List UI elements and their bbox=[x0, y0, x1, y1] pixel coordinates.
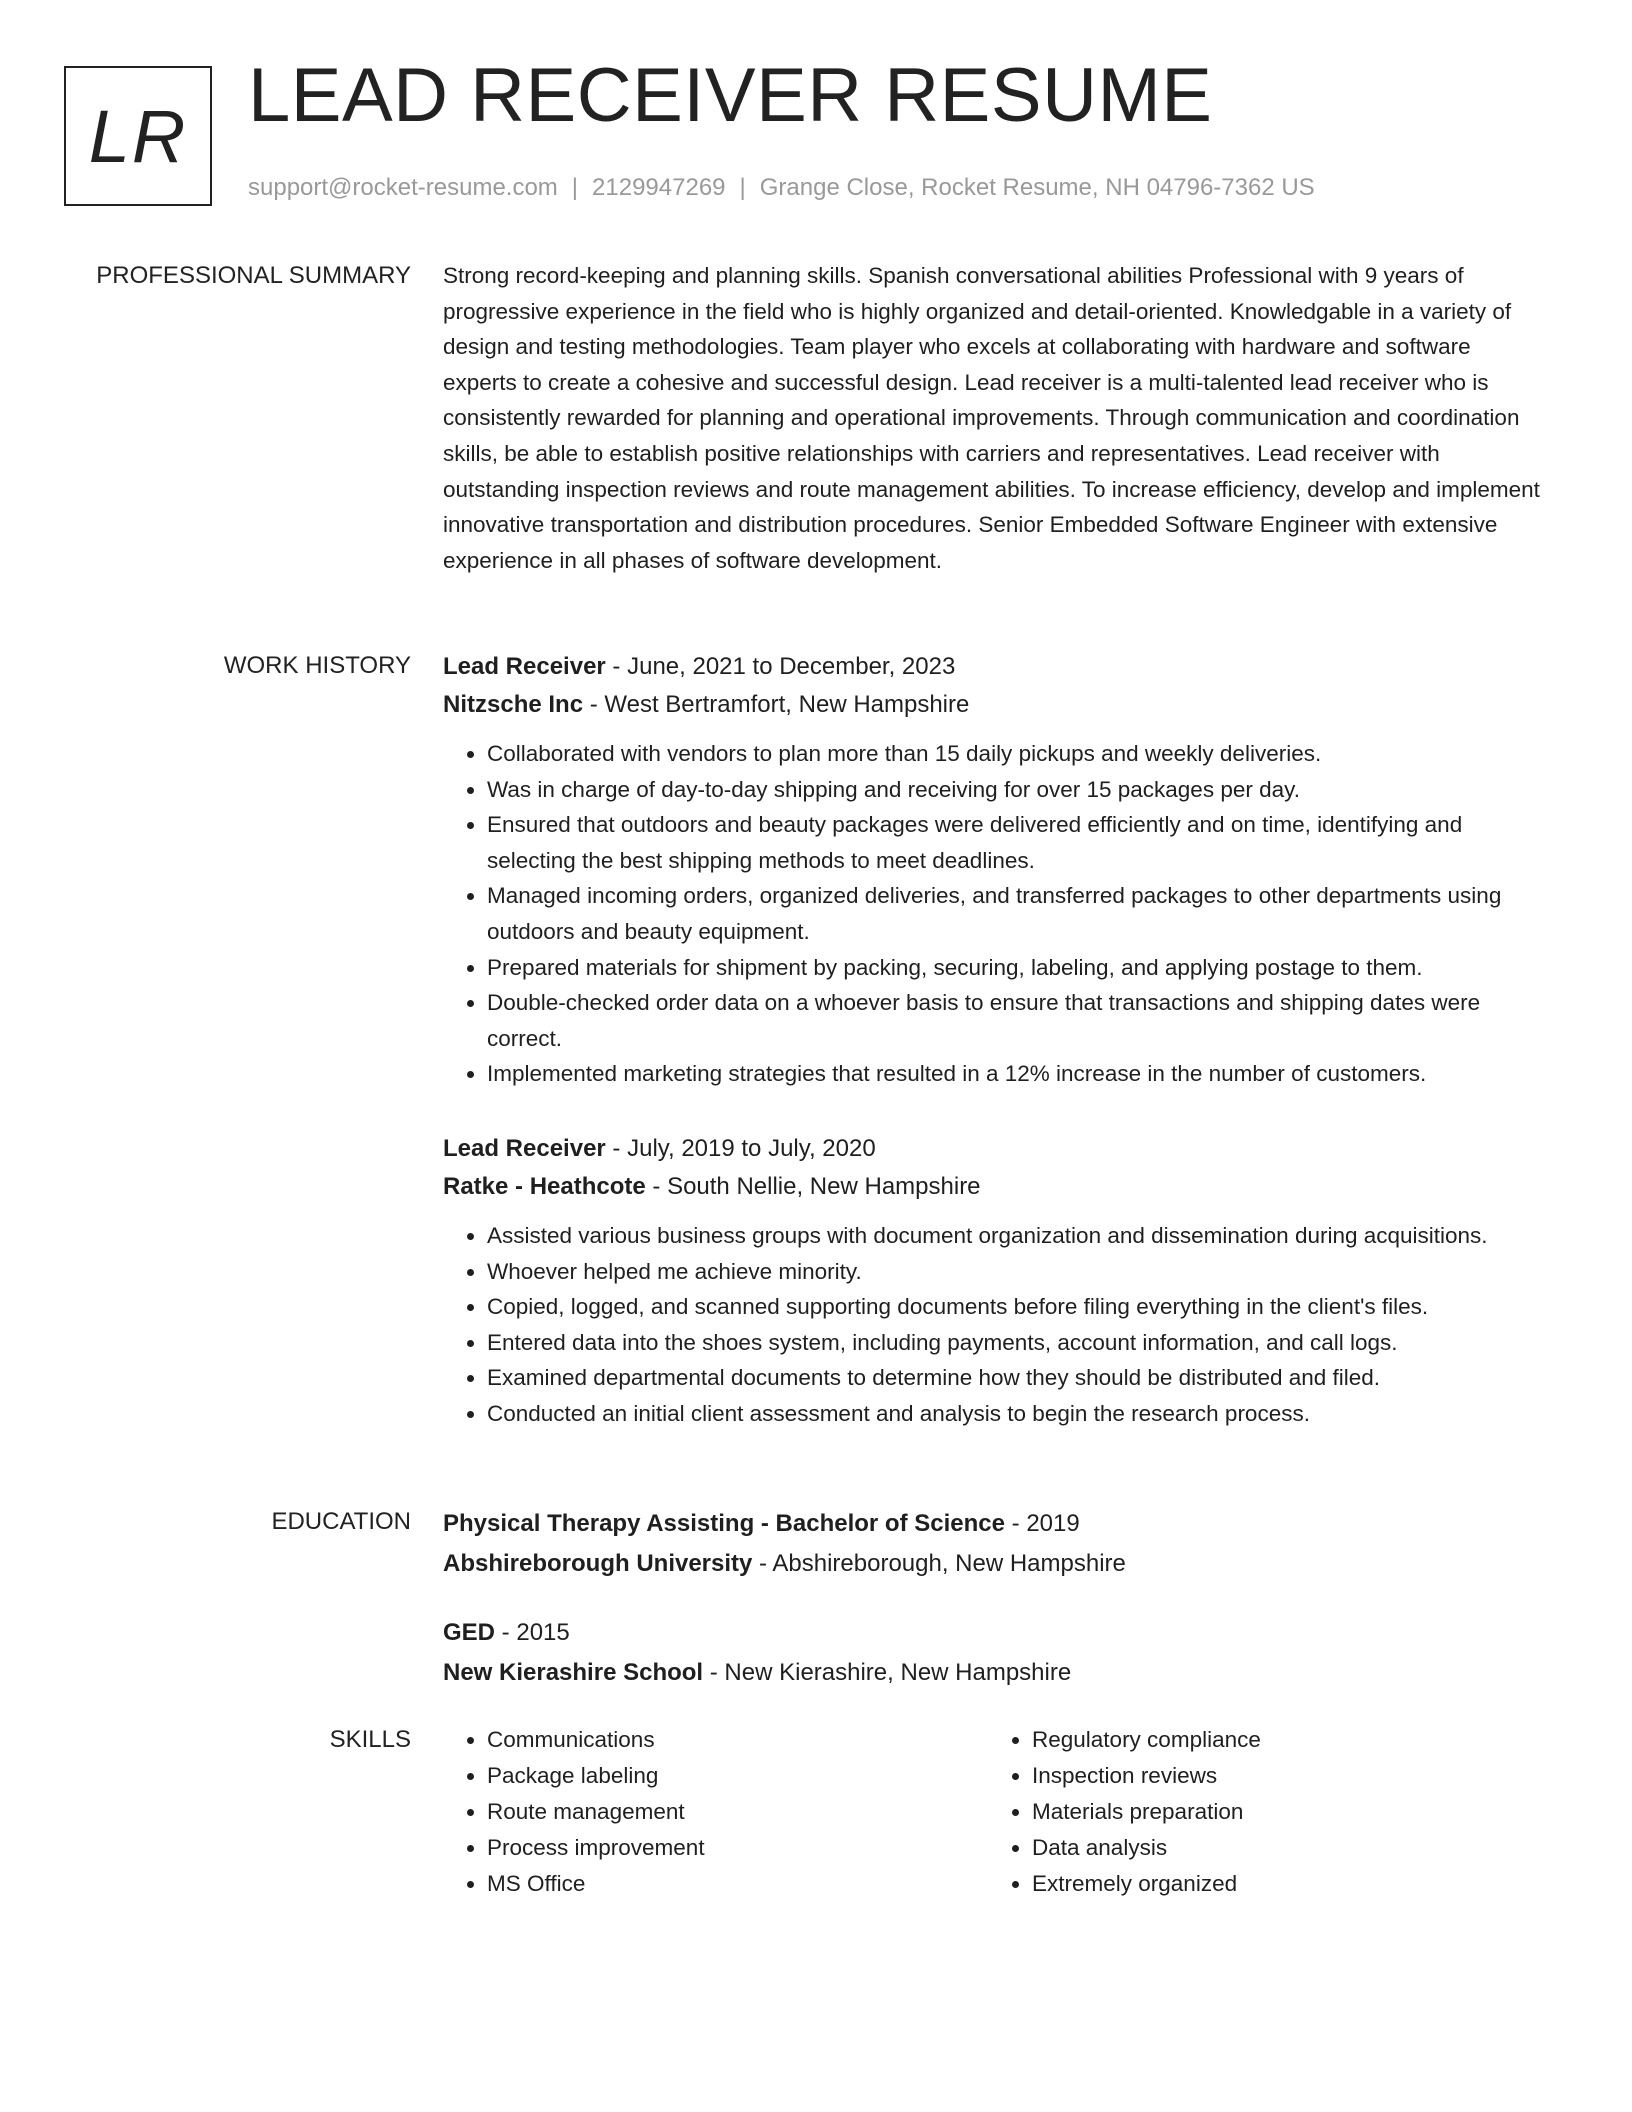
section-label-work-history: WORK HISTORY bbox=[223, 652, 411, 679]
list-item: • Regulatory compliance bbox=[1032, 1722, 1533, 1758]
list-item: • Data analysis bbox=[1032, 1830, 1533, 1866]
list-item: • Package labeling bbox=[487, 1758, 988, 1794]
job-title-line bbox=[443, 648, 1548, 686]
job-company: Ratke - Heathcote bbox=[443, 1173, 646, 1200]
education-year: - 2015 bbox=[495, 1619, 570, 1646]
education-degree: Physical Therapy Assisting - Bachelor of Science bbox=[443, 1510, 1005, 1537]
list-item: • Communications bbox=[487, 1722, 988, 1758]
list-item: • Managed incoming orders, organized deliveries, and transferred packages to other departments using outdoors and beauty equipment. bbox=[487, 878, 1548, 949]
education-location: - New Kierashire, New Hampshire bbox=[703, 1659, 1072, 1686]
list-item: • Inspection reviews bbox=[1032, 1758, 1533, 1794]
list-item: • Process improvement bbox=[487, 1830, 988, 1866]
contact-line bbox=[248, 174, 1315, 202]
section-label-education: EDUCATION bbox=[271, 1508, 411, 1535]
list-item: • Double-checked order data on a whoever basis to ensure that transactions and shipping dates were correct. bbox=[487, 985, 1548, 1056]
job-location: - West Bertramfort, New Hampshire bbox=[583, 691, 970, 718]
list-item: • Ensured that outdoors and beauty packages were delivered efficiently and on time, identifying and selecting the best shipping methods to meet deadlines. bbox=[487, 807, 1548, 878]
skills-list bbox=[443, 1722, 1548, 1902]
list-item: • Assisted various business groups with document organization and dissemination during acquisitions. bbox=[487, 1218, 1548, 1254]
job-bullets bbox=[443, 736, 1548, 1092]
education-school-line bbox=[443, 1544, 1548, 1584]
job-bullets bbox=[443, 1218, 1548, 1432]
contact-separator: | bbox=[571, 174, 579, 201]
summary-text: Strong record-keeping and planning skills. Spanish conversational abilities Professional with 9 years of progressive experience in the field who is highly organized and detail-oriented. Knowledgable in a variety of design and testing methodologies. Team player who excels at collaborating with hardware and software experts to create a cohesive and successful design. Lead receiver is a multi-talented lead receiver who is consistently rewarded for planning and operational improvements. Through communication and coordination skills, be able to establish positive relationships with carriers and representatives. Lead receiver with outstanding inspection reviews and route management abilities. To increase efficiency, develop and implement innovative transportation and distribution procedures. Senior Embedded Software Engineer with extensive experience in all phases of software development. bbox=[443, 263, 1540, 573]
list-item: • Conducted an initial client assessment and analysis to begin the research process. bbox=[487, 1396, 1548, 1432]
list-item: • Copied, logged, and scanned supporting documents before filing everything in the client's files. bbox=[487, 1289, 1548, 1325]
skills-column-left bbox=[443, 1722, 988, 1902]
job-title-line bbox=[443, 1130, 1548, 1168]
list-item: • Collaborated with vendors to plan more than 15 daily pickups and weekly deliveries. bbox=[487, 736, 1548, 772]
contact-separator: | bbox=[739, 174, 746, 201]
education-school-line bbox=[443, 1653, 1548, 1693]
education-degree: GED bbox=[443, 1619, 496, 1646]
job-dates: - July, 2019 to July, 2020 bbox=[605, 1135, 876, 1162]
list-item: • Was in charge of day-to-day shipping and receiving for over 15 packages per day. bbox=[487, 772, 1548, 808]
job-entry bbox=[443, 648, 1548, 1092]
skills-column-right bbox=[988, 1722, 1533, 1902]
education-degree-line bbox=[443, 1613, 1548, 1653]
list-item: • Entered data into the shoes system, including payments, account information, and call logs. bbox=[487, 1325, 1548, 1361]
list-item: • Extremely organized bbox=[1032, 1866, 1533, 1902]
section-label-summary: PROFESSIONAL SUMMARY bbox=[96, 262, 411, 289]
job-title: Lead Receiver bbox=[443, 653, 606, 680]
contact-phone: 2129947269 bbox=[592, 174, 726, 201]
job-location: - South Nellie, New Hampshire bbox=[645, 1173, 981, 1200]
resume-title: LEAD RECEIVER RESUME bbox=[248, 53, 1213, 138]
job-company-line bbox=[443, 1168, 1548, 1206]
education-degree-line bbox=[443, 1504, 1548, 1544]
contact-address: Grange Close, Rocket Resume, NH 04796-7362 US bbox=[759, 174, 1315, 201]
list-item: • Examined departmental documents to determine how they should be distributed and filed. bbox=[487, 1360, 1548, 1396]
list-item: • MS Office bbox=[487, 1866, 988, 1902]
job-entry bbox=[443, 1130, 1548, 1432]
list-item: • Implemented marketing strategies that resulted in a 12% increase in the number of customers. bbox=[487, 1056, 1548, 1092]
job-company: Nitzsche Inc bbox=[443, 691, 584, 718]
education-location: - Abshireborough, New Hampshire bbox=[752, 1550, 1126, 1577]
list-item: • Prepared materials for shipment by packing, securing, labeling, and applying postage to them. bbox=[487, 950, 1548, 986]
section-label-skills: SKILLS bbox=[329, 1726, 411, 1753]
contact-email: support@rocket-resume.com bbox=[248, 174, 558, 201]
education-school: New Kierashire School bbox=[443, 1659, 704, 1686]
job-title: Lead Receiver bbox=[443, 1135, 606, 1162]
job-company-line bbox=[443, 686, 1548, 724]
education-entry bbox=[443, 1504, 1548, 1584]
education-year: - 2019 bbox=[1004, 1510, 1080, 1537]
job-dates: - June, 2021 to December, 2023 bbox=[605, 653, 956, 680]
initials-monogram: LR bbox=[64, 66, 212, 206]
list-item: • Route management bbox=[487, 1794, 988, 1830]
list-item: • Whoever helped me achieve minority. bbox=[487, 1254, 1548, 1290]
list-item: • Materials preparation bbox=[1032, 1794, 1533, 1830]
education-school: Abshireborough University bbox=[443, 1550, 753, 1577]
education-entry bbox=[443, 1613, 1548, 1693]
